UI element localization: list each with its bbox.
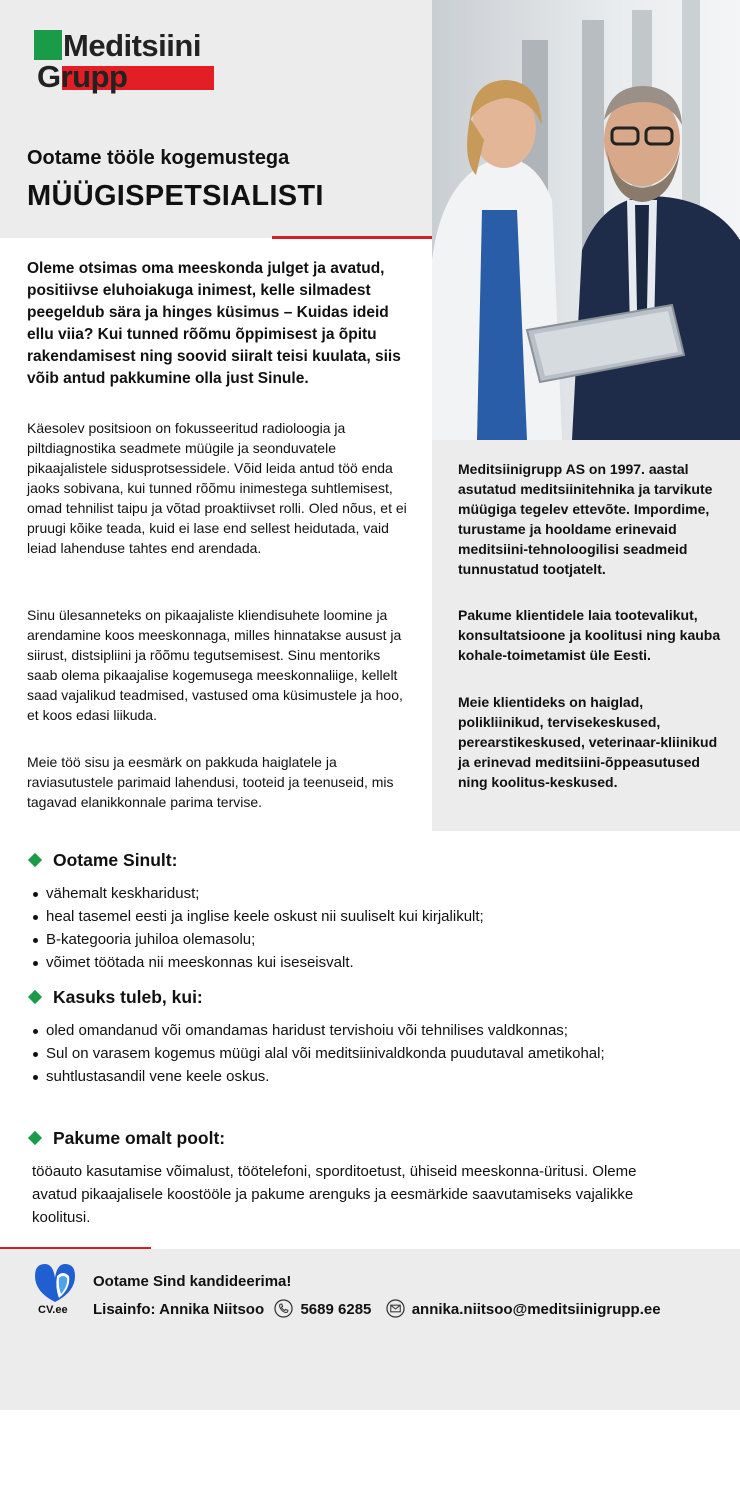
job-subtitle: Ootame tööle kogemustega <box>27 147 290 169</box>
company-info-1: Meditsiinigrupp AS on 1997. aastal asutatud meditsiinitehnika ja tarvikute müügiga tegelev ettevõte. Impordime, turustame ja hooldame erinevaid meditsiini-tehnoloogilisi seadmeid tunnustatud tootjatelt. <box>458 461 713 577</box>
requirements-heading <box>27 850 177 871</box>
email-link[interactable]: annika.niitsoo@meditsiinigrupp.ee <box>411 1301 661 1318</box>
list-item: B-kategooria juhiloa olemasolu; <box>31 928 721 951</box>
list-item: oled omandanud või omandamas haridust tervishoiu või tehnilises valdkonnas; <box>31 1019 651 1042</box>
diamond-bullet-icon <box>28 853 42 867</box>
list-item: heal tasemel eesti ja inglise keele oskust nii suuliselt kui kirjalikult; <box>31 905 721 928</box>
footer-contact <box>93 1299 661 1318</box>
advantages-title: Kasuks tuleb, kui: <box>53 987 203 1007</box>
company-logo <box>34 30 216 94</box>
phone-icon <box>274 1299 293 1318</box>
cv-logo-text: CV.ee <box>38 1304 68 1316</box>
contact-label: Lisainfo: Annika Niitsoo <box>93 1301 265 1318</box>
company-info-3: Meie klientideks on haiglad, polikliinikud, tervisekeskused, perearstikeskused, veterinaar-kliinikud ja erinevad meditsiini-õppeasutused ning koolitus-keskused. <box>458 694 718 790</box>
body-paragraph-1: Käesolev positsioon on fokusseeritud radioloogia ja piltdiagnostika seadmete müügile ja seonduvatele pikaajalistele sidusprotsessidele. Võid leida antud töö enda jaoks sobivana, kui tunned rõõmu inimestega suhtlemisest, omad tehnilist taipu ja võtad proaktiivset rolli. Oled nõus, et ei pruugi kõike teada, kuid ei lase end sellest heidutada, vaid leiad lahenduse tahtes end arendada. <box>27 420 407 556</box>
intro-paragraph: Oleme otsimas oma meeskonda julget ja avatud, positiivse eluhoiakuga inimest, kelle silmadest peegeldub sära ja hinges küsimus – Kuidas ideid ellu viia? Kui tunned rõõmu õppimisest ja õpitu rakendamisest ning soovid siiralt teisi kuulata, siis võib antud pakkumine olla just Sinule. <box>27 260 401 387</box>
phone-number[interactable]: 5689 6285 <box>300 1301 372 1318</box>
list-item: Sul on varasem kogemus müügi alal või meditsiinivaldkonda puudutaval ametikohal; <box>31 1042 651 1065</box>
diamond-bullet-icon <box>28 1131 42 1145</box>
people-photo-illustration <box>432 0 740 440</box>
advantages-list <box>31 1019 651 1088</box>
company-info-2: Pakume klientidele laia tootevalikut, konsultatsioone ja koolitusi ning kauba kohale-toimetamist üle Eesti. <box>458 607 721 663</box>
list-item: võimet töötada nii meeskonnas kui iseseisvalt. <box>31 951 721 974</box>
logo-green-square <box>34 30 62 60</box>
logo-text-line2: Grupp <box>37 59 128 94</box>
list-item: vähemalt keskharidust; <box>31 882 721 905</box>
diamond-bullet-icon <box>28 990 42 1004</box>
offer-heading <box>27 1128 225 1149</box>
body-paragraph-2: Sinu ülesanneteks on pikaajaliste kliendisuhete loomine ja arendamine koos meeskonnaga, milles hinnatakse ausust ja siirust, distsipliini ja rõõmu tegutsemisest. Sinu mentoriks saab olema pikaajalise kogemusega meeskonnaliige, kellelt saad vajalikud teadmised, vastused oma küsimustele ja hoo, et koos edasi liikuda. <box>27 607 403 723</box>
body-paragraph-3: Meie töö sisu ja eesmärk on pakkuda haiglatele ja raviasutustele parimaid lahendusi, tooteid ja teenuseid, mis tagavad elanikkonnale parima tervise. <box>27 754 394 810</box>
requirements-title: Ootame Sinult: <box>53 850 178 870</box>
list-item: suhtlustasandil vene keele oskus. <box>31 1065 651 1088</box>
red-divider-top <box>272 236 432 239</box>
job-title: MÜÜGISPETSIALISTI <box>27 180 324 212</box>
logo-text-line1: Meditsiini <box>63 28 201 63</box>
header-photo <box>432 0 740 440</box>
offer-title: Pakume omalt poolt: <box>53 1128 226 1148</box>
footer-cta: Ootame Sind kandideerima! <box>93 1273 292 1290</box>
offer-text: tööauto kasutamise võimalust, töötelefoni, sporditoetust, ühiseid meeskonna-üritusi. Oleme avatud pikaajalisele koostööle ja pakume arenguks ja eesmärkide saavutamiseks vajalikke koolitusi. <box>32 1163 637 1226</box>
advantages-heading <box>27 987 203 1008</box>
requirements-list <box>31 882 721 974</box>
email-icon <box>386 1299 405 1318</box>
